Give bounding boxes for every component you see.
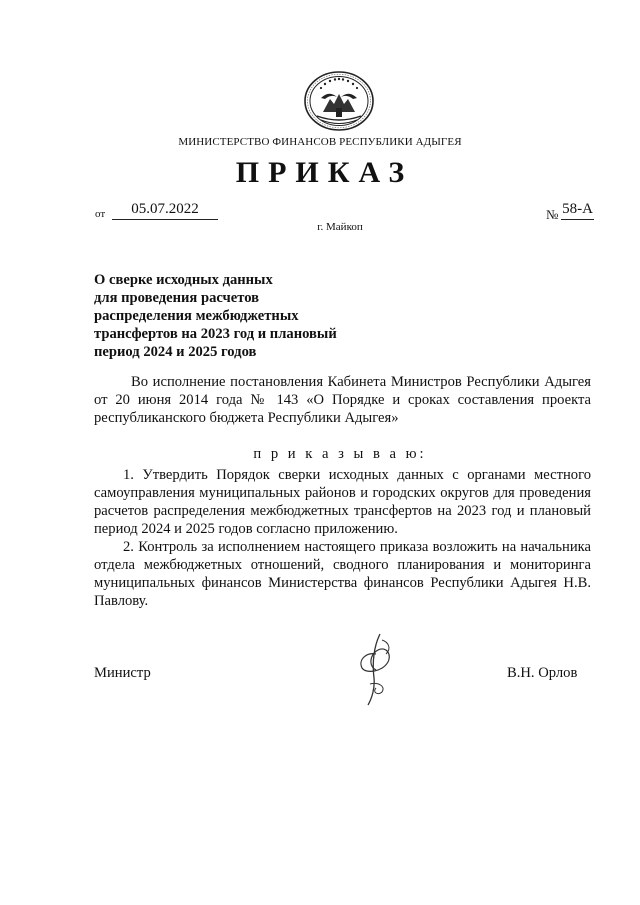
order-item-1: 1. Утвердить Порядок сверки исходных данных с органами местного самоуправления муниципальных районов и городских округов для проведения расчетов распределения межбюджетных трансфертов на 2023 год и плановый период 2024 и 2025 годов согласно приложению. (94, 467, 591, 537)
subject-line: О сверке исходных данных (94, 272, 273, 288)
document-number: 58-А (561, 200, 594, 220)
date-prefix: от (95, 208, 106, 220)
city: г. Майкоп (317, 221, 363, 233)
handwritten-signature-icon (352, 632, 402, 707)
order-item-2: 2. Контроль за исполнением настоящего приказа возложить на начальника отдела межбюджетных отношений, сводного планирования и мониторинга муниципальных финансов Министерства финансов Республики Адыгея Н.В. Павлову. (94, 539, 591, 609)
republic-of-adygea-coat-of-arms-icon (303, 70, 375, 132)
document-date: 05.07.2022 (112, 200, 218, 220)
number-prefix: № (546, 207, 559, 222)
subject-line: распределения межбюджетных (94, 308, 299, 324)
document-title: ПРИКАЗ (235, 156, 414, 189)
signatory-name: В.Н. Орлов (507, 665, 578, 681)
document-subject (94, 271, 374, 361)
subject-line: период 2024 и 2025 годов (94, 344, 257, 360)
order-word: п р и к а з ы в а ю: (253, 446, 427, 462)
preamble-paragraph: Во исполнение постановления Кабинета Министров Республики Адыгея от 20 июня 2014 года № 143 «О Порядке и сроках составления проекта республиканского бюджета Республики Адыгея» (94, 374, 591, 426)
ministry-name: МИНИСТЕРСТВО ФИНАНСОВ РЕСПУБЛИКИ АДЫГЕЯ (178, 136, 462, 148)
signatory-position: Министр (94, 665, 151, 681)
subject-line: трансфертов на 2023 год и плановый (94, 326, 337, 342)
subject-line: для проведения расчетов (94, 290, 260, 306)
